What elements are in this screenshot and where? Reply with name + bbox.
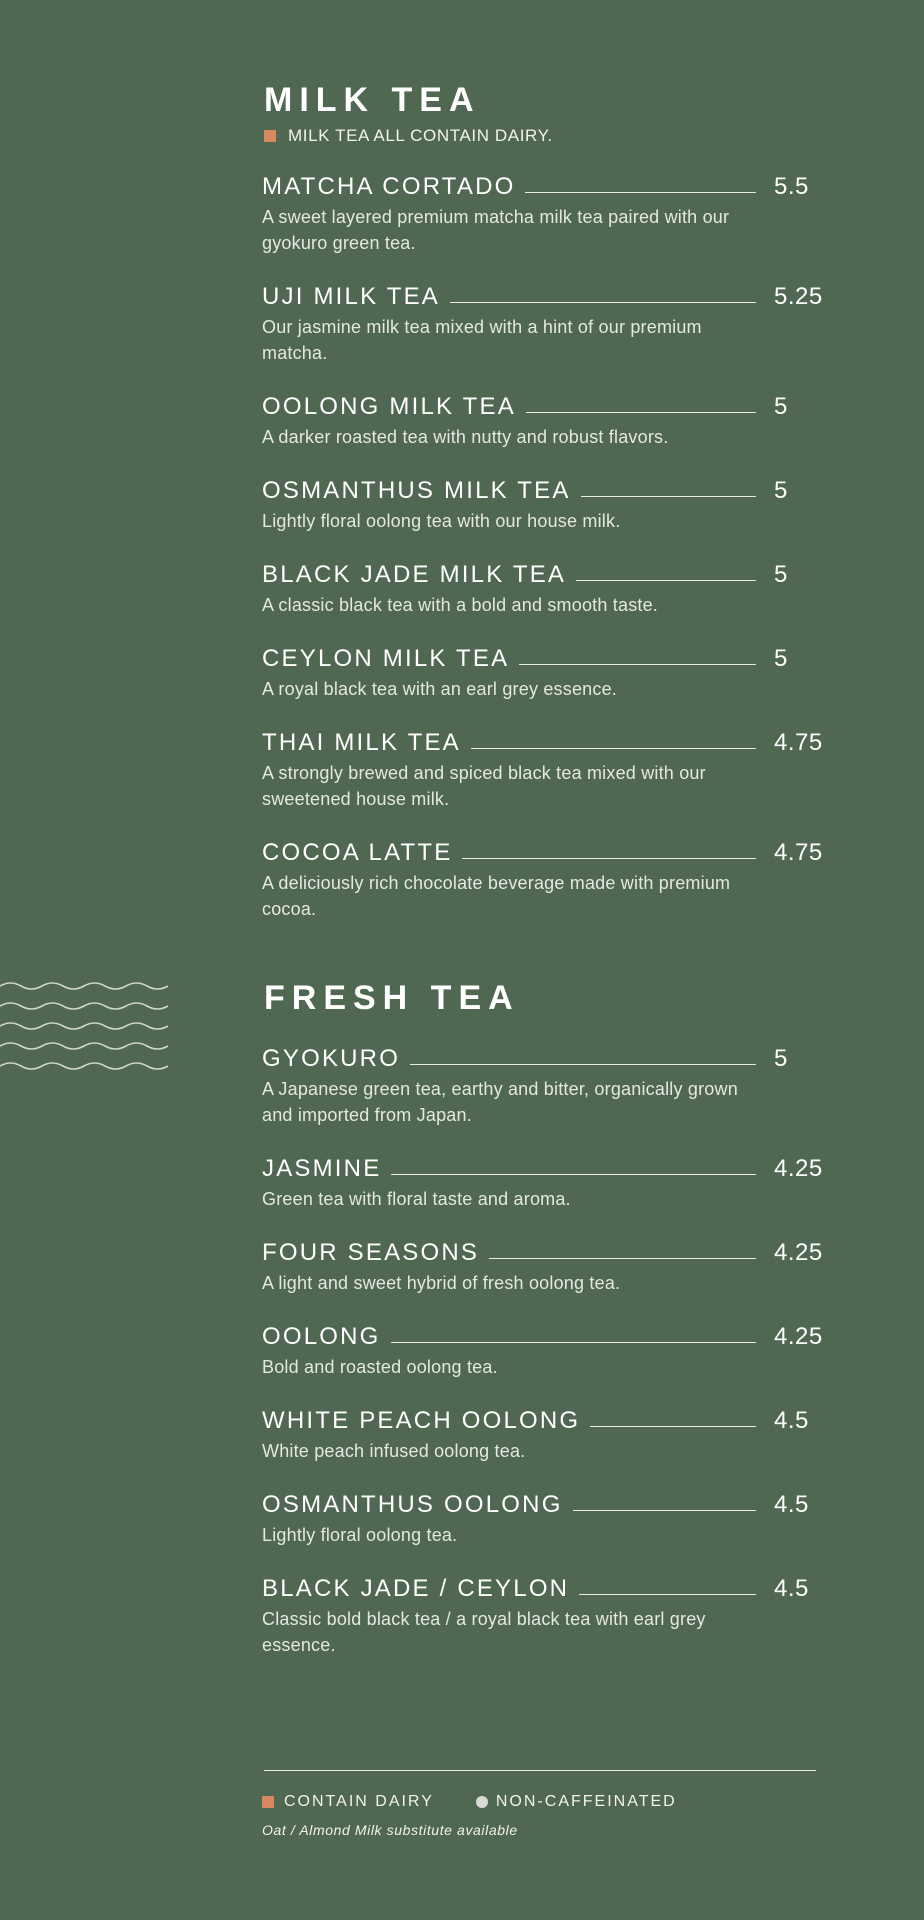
- menu-item-description: Bold and roasted oolong tea.: [262, 1357, 498, 1377]
- menu-item: [262, 834, 832, 922]
- legend-noncaffeinated-label: NON-CAFFEINATED: [495, 1793, 677, 1810]
- menu-item-price: 5: [774, 561, 788, 588]
- menu-item-name: FOUR SEASONS: [262, 1239, 480, 1266]
- menu-item-header: [262, 556, 832, 590]
- menu-item-leader-line: [579, 1594, 756, 1595]
- menu-item-leader-line: [576, 580, 756, 581]
- menu-item-leader-line: [526, 412, 756, 413]
- fresh-tea-section: [262, 976, 832, 1680]
- menu-item-price: 5.25: [774, 283, 823, 310]
- menu-item-price: 4.25: [774, 1239, 823, 1266]
- menu-item: [262, 388, 832, 450]
- menu-item-leader-line: [391, 1342, 756, 1343]
- menu-item-description: White peach infused oolong tea.: [262, 1441, 526, 1461]
- menu-item-leader-line: [581, 496, 756, 497]
- menu-item: [262, 1234, 832, 1296]
- dairy-note-text: MILK TEA ALL CONTAIN DAIRY.: [288, 126, 553, 145]
- menu-item-price: 4.75: [774, 839, 823, 866]
- menu-item: [262, 1040, 832, 1128]
- menu-item-leader-line: [391, 1174, 756, 1175]
- menu-item-description: Lightly floral oolong tea with our house milk.: [262, 511, 621, 531]
- menu-item-description: A darker roasted tea with nutty and robust flavors.: [262, 427, 669, 447]
- menu-item: [262, 640, 832, 702]
- menu-item: [262, 472, 832, 534]
- menu-item-price: 4.25: [774, 1155, 823, 1182]
- menu-item-price: 4.5: [774, 1407, 809, 1434]
- menu-item-header: [262, 1570, 832, 1604]
- legend: [262, 1793, 719, 1811]
- legend-noncaffeinated: [476, 1793, 677, 1811]
- menu-item-leader-line: [489, 1258, 756, 1259]
- menu-item-name: BLACK JADE MILK TEA: [262, 561, 567, 588]
- menu-item-description: Green tea with floral taste and aroma.: [262, 1189, 571, 1209]
- menu-item: [262, 1318, 832, 1380]
- menu-item-name: JASMINE: [262, 1155, 382, 1182]
- menu-item-header: [262, 1040, 832, 1074]
- menu-item-name: WHITE PEACH OOLONG: [262, 1407, 581, 1434]
- menu-item-description: A Japanese green tea, earthy and bitter, organically grown and imported from Japan.: [262, 1079, 738, 1125]
- menu-item: [262, 556, 832, 618]
- menu-item-header: [262, 1234, 832, 1268]
- menu-item-price: 4.5: [774, 1575, 809, 1602]
- menu-item-price: 5: [774, 477, 788, 504]
- menu-item-header: [262, 834, 832, 868]
- milk-substitute-note: Oat / Almond Milk substitute available: [262, 1822, 518, 1838]
- menu-item-header: [262, 1402, 832, 1436]
- menu-item-header: [262, 1318, 832, 1352]
- menu-item-name: OSMANTHUS MILK TEA: [262, 477, 571, 504]
- menu-item-description: A classic black tea with a bold and smooth taste.: [262, 595, 659, 615]
- menu-item-price: 5: [774, 645, 788, 672]
- dairy-square-icon: [264, 130, 276, 142]
- dairy-note: [262, 126, 832, 146]
- menu-item-leader-line: [450, 302, 756, 303]
- legend-dairy-label: CONTAIN DAIRY: [284, 1793, 434, 1810]
- menu-item-price: 5: [774, 393, 788, 420]
- menu-item-header: [262, 1150, 832, 1184]
- menu-item-leader-line: [471, 748, 756, 749]
- menu-item-description: A light and sweet hybrid of fresh oolong tea.: [262, 1273, 621, 1293]
- menu-item-name: OOLONG MILK TEA: [262, 393, 516, 420]
- menu-item-description: A deliciously rich chocolate beverage made with premium cocoa.: [262, 873, 731, 919]
- menu-item-description: Classic bold black tea / a royal black tea with earl grey essence.: [262, 1609, 706, 1655]
- legend-dairy: [262, 1793, 434, 1811]
- menu-item-header: [262, 168, 832, 202]
- square-icon: [262, 1796, 274, 1808]
- menu-item-header: [262, 388, 832, 422]
- menu-item-leader-line: [462, 858, 756, 859]
- menu-item: [262, 168, 832, 256]
- menu-item-leader-line: [519, 664, 756, 665]
- menu-item-name: OOLONG: [262, 1323, 381, 1350]
- circle-icon: [476, 1796, 488, 1808]
- menu-item-price: 5: [774, 1045, 788, 1072]
- menu-item-name: CEYLON MILK TEA: [262, 645, 510, 672]
- menu-item-leader-line: [590, 1426, 756, 1427]
- menu-item-header: [262, 472, 832, 506]
- menu-item-header: [262, 1486, 832, 1520]
- menu-item: [262, 278, 832, 366]
- menu-item-description: Our jasmine milk tea mixed with a hint of our premium matcha.: [262, 317, 702, 363]
- footer-divider: [264, 1770, 816, 1771]
- menu-item: [262, 1402, 832, 1464]
- fresh-tea-list: [262, 1040, 832, 1658]
- menu-item-name: BLACK JADE / CEYLON: [262, 1575, 570, 1602]
- milk-tea-section: [262, 78, 832, 944]
- menu-item: [262, 1570, 832, 1658]
- menu-item-name: UJI MILK TEA: [262, 283, 440, 310]
- menu-item-price: 5.5: [774, 173, 809, 200]
- menu-item-price: 4.25: [774, 1323, 823, 1350]
- menu-item-name: GYOKURO: [262, 1045, 401, 1072]
- menu-item-leader-line: [410, 1064, 756, 1065]
- menu-item-name: THAI MILK TEA: [262, 729, 461, 756]
- menu-item-description: A sweet layered premium matcha milk tea paired with our gyokuro green tea.: [262, 207, 730, 253]
- menu-item-name: MATCHA CORTADO: [262, 173, 516, 200]
- menu-item-name: OSMANTHUS OOLONG: [262, 1491, 563, 1518]
- menu-item: [262, 1150, 832, 1212]
- menu-item: [262, 724, 832, 812]
- menu-item-leader-line: [525, 192, 756, 193]
- milk-tea-list: [262, 168, 832, 922]
- menu-item-description: Lightly floral oolong tea.: [262, 1525, 458, 1545]
- menu-item-description: A strongly brewed and spiced black tea mixed with our sweetened house milk.: [262, 763, 706, 809]
- menu-item-header: [262, 724, 832, 758]
- menu-item-description: A royal black tea with an earl grey essence.: [262, 679, 617, 699]
- section-title-milk-tea: MILK TEA: [264, 81, 481, 119]
- menu-item-price: 4.75: [774, 729, 823, 756]
- menu-item-leader-line: [573, 1510, 756, 1511]
- wave-lines-icon: [0, 980, 170, 1076]
- menu-item: [262, 1486, 832, 1548]
- menu-item-header: [262, 640, 832, 674]
- menu-item-name: COCOA LATTE: [262, 839, 453, 866]
- menu-item-price: 4.5: [774, 1491, 809, 1518]
- section-title-fresh-tea: FRESH TEA: [264, 979, 520, 1017]
- menu-item-header: [262, 278, 832, 312]
